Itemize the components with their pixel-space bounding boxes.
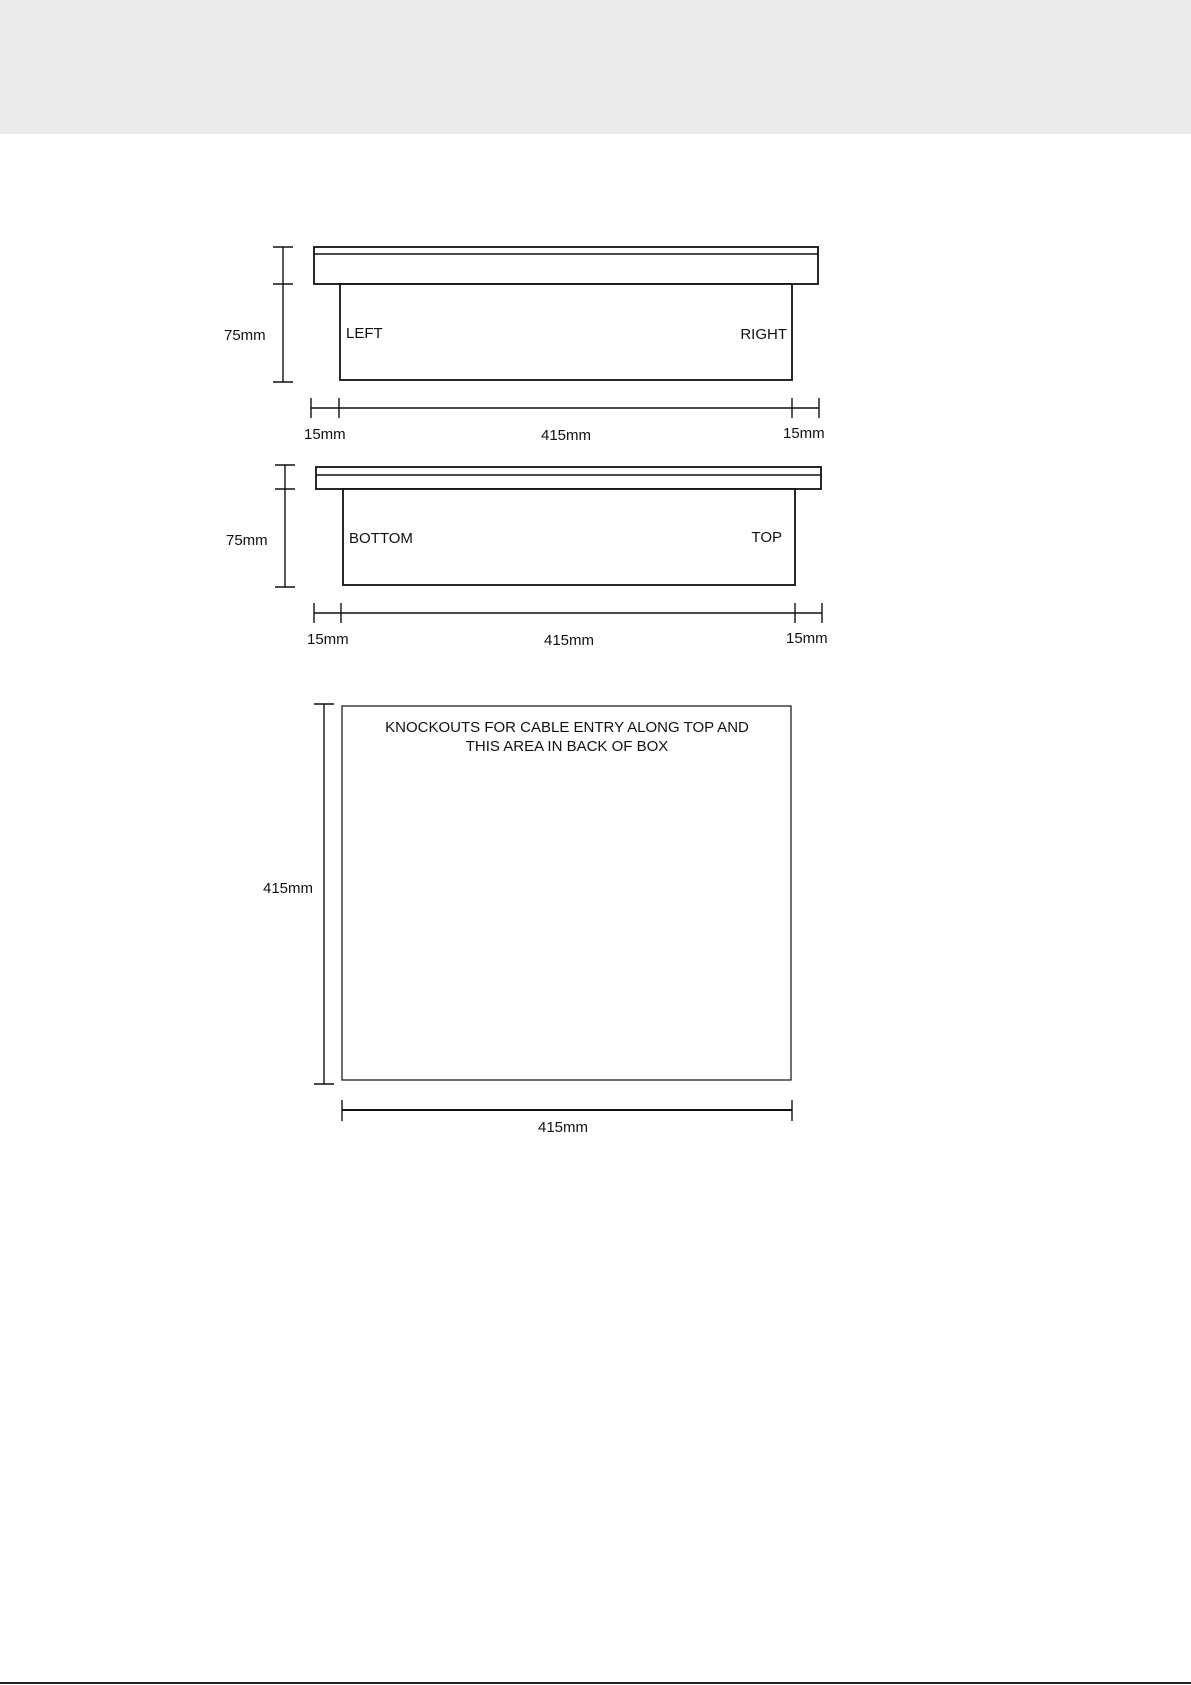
side-view-1-height-dimension bbox=[273, 247, 293, 382]
back-view-height-label: 415mm bbox=[263, 880, 314, 897]
side-view-1-body bbox=[340, 284, 792, 380]
side-view-1-left-label: LEFT bbox=[346, 325, 383, 342]
side-view-2-flange-left-label: 15mm bbox=[307, 631, 349, 648]
side-view-left-right bbox=[224, 247, 825, 444]
side-view-1-flange-right-label: 15mm bbox=[783, 425, 825, 442]
side-view-2-height-label: 75mm bbox=[226, 532, 268, 549]
side-view-2-width-label: 415mm bbox=[543, 632, 595, 649]
side-view-bottom-top bbox=[226, 465, 828, 649]
side-view-2-height-dimension bbox=[275, 465, 295, 587]
back-view-note-line-2: THIS AREA IN BACK OF BOX bbox=[465, 738, 669, 755]
side-view-1-height-label: 75mm bbox=[224, 327, 266, 344]
back-view-width-dimension bbox=[342, 1100, 792, 1121]
side-view-2-flange bbox=[316, 467, 821, 489]
side-view-2-left-label: BOTTOM bbox=[349, 530, 413, 547]
footer-rule bbox=[0, 1682, 1191, 1684]
side-view-2-flange-right-label: 15mm bbox=[786, 630, 828, 647]
back-view-panel bbox=[342, 706, 791, 1080]
side-view-1-right-label: RIGHT bbox=[740, 326, 787, 343]
side-view-1-flange-left-label: 15mm bbox=[304, 426, 346, 443]
back-view-note-line-1: KNOCKOUTS FOR CABLE ENTRY ALONG TOP AND bbox=[385, 719, 749, 736]
side-view-2-width-dimension bbox=[314, 603, 822, 623]
back-view-height-dimension bbox=[314, 704, 334, 1084]
side-view-2-right-label: TOP bbox=[751, 529, 782, 546]
back-view-width-label: 415mm bbox=[537, 1119, 589, 1136]
side-view-1-width-dimension bbox=[311, 398, 819, 418]
side-view-1-flange bbox=[314, 247, 818, 284]
side-view-1-width-label: 415mm bbox=[540, 427, 592, 444]
back-view bbox=[263, 704, 792, 1136]
